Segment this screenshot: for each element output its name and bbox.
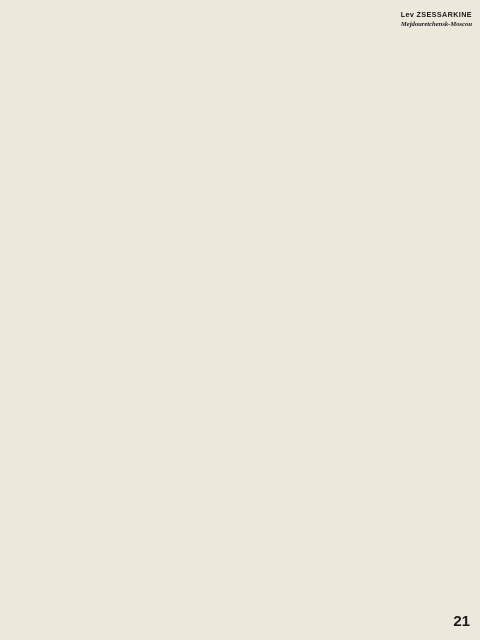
article-column-1 [8, 6, 156, 596]
page-number: 21 [453, 613, 470, 630]
article-column-2 [166, 6, 314, 596]
article-body [8, 6, 472, 596]
dateline: Mejdouretchensk-Moscou [400, 21, 472, 28]
article-column-3 [324, 6, 472, 596]
byline [324, 10, 472, 29]
author-name: Lev ZSESSARKINE [400, 10, 472, 19]
